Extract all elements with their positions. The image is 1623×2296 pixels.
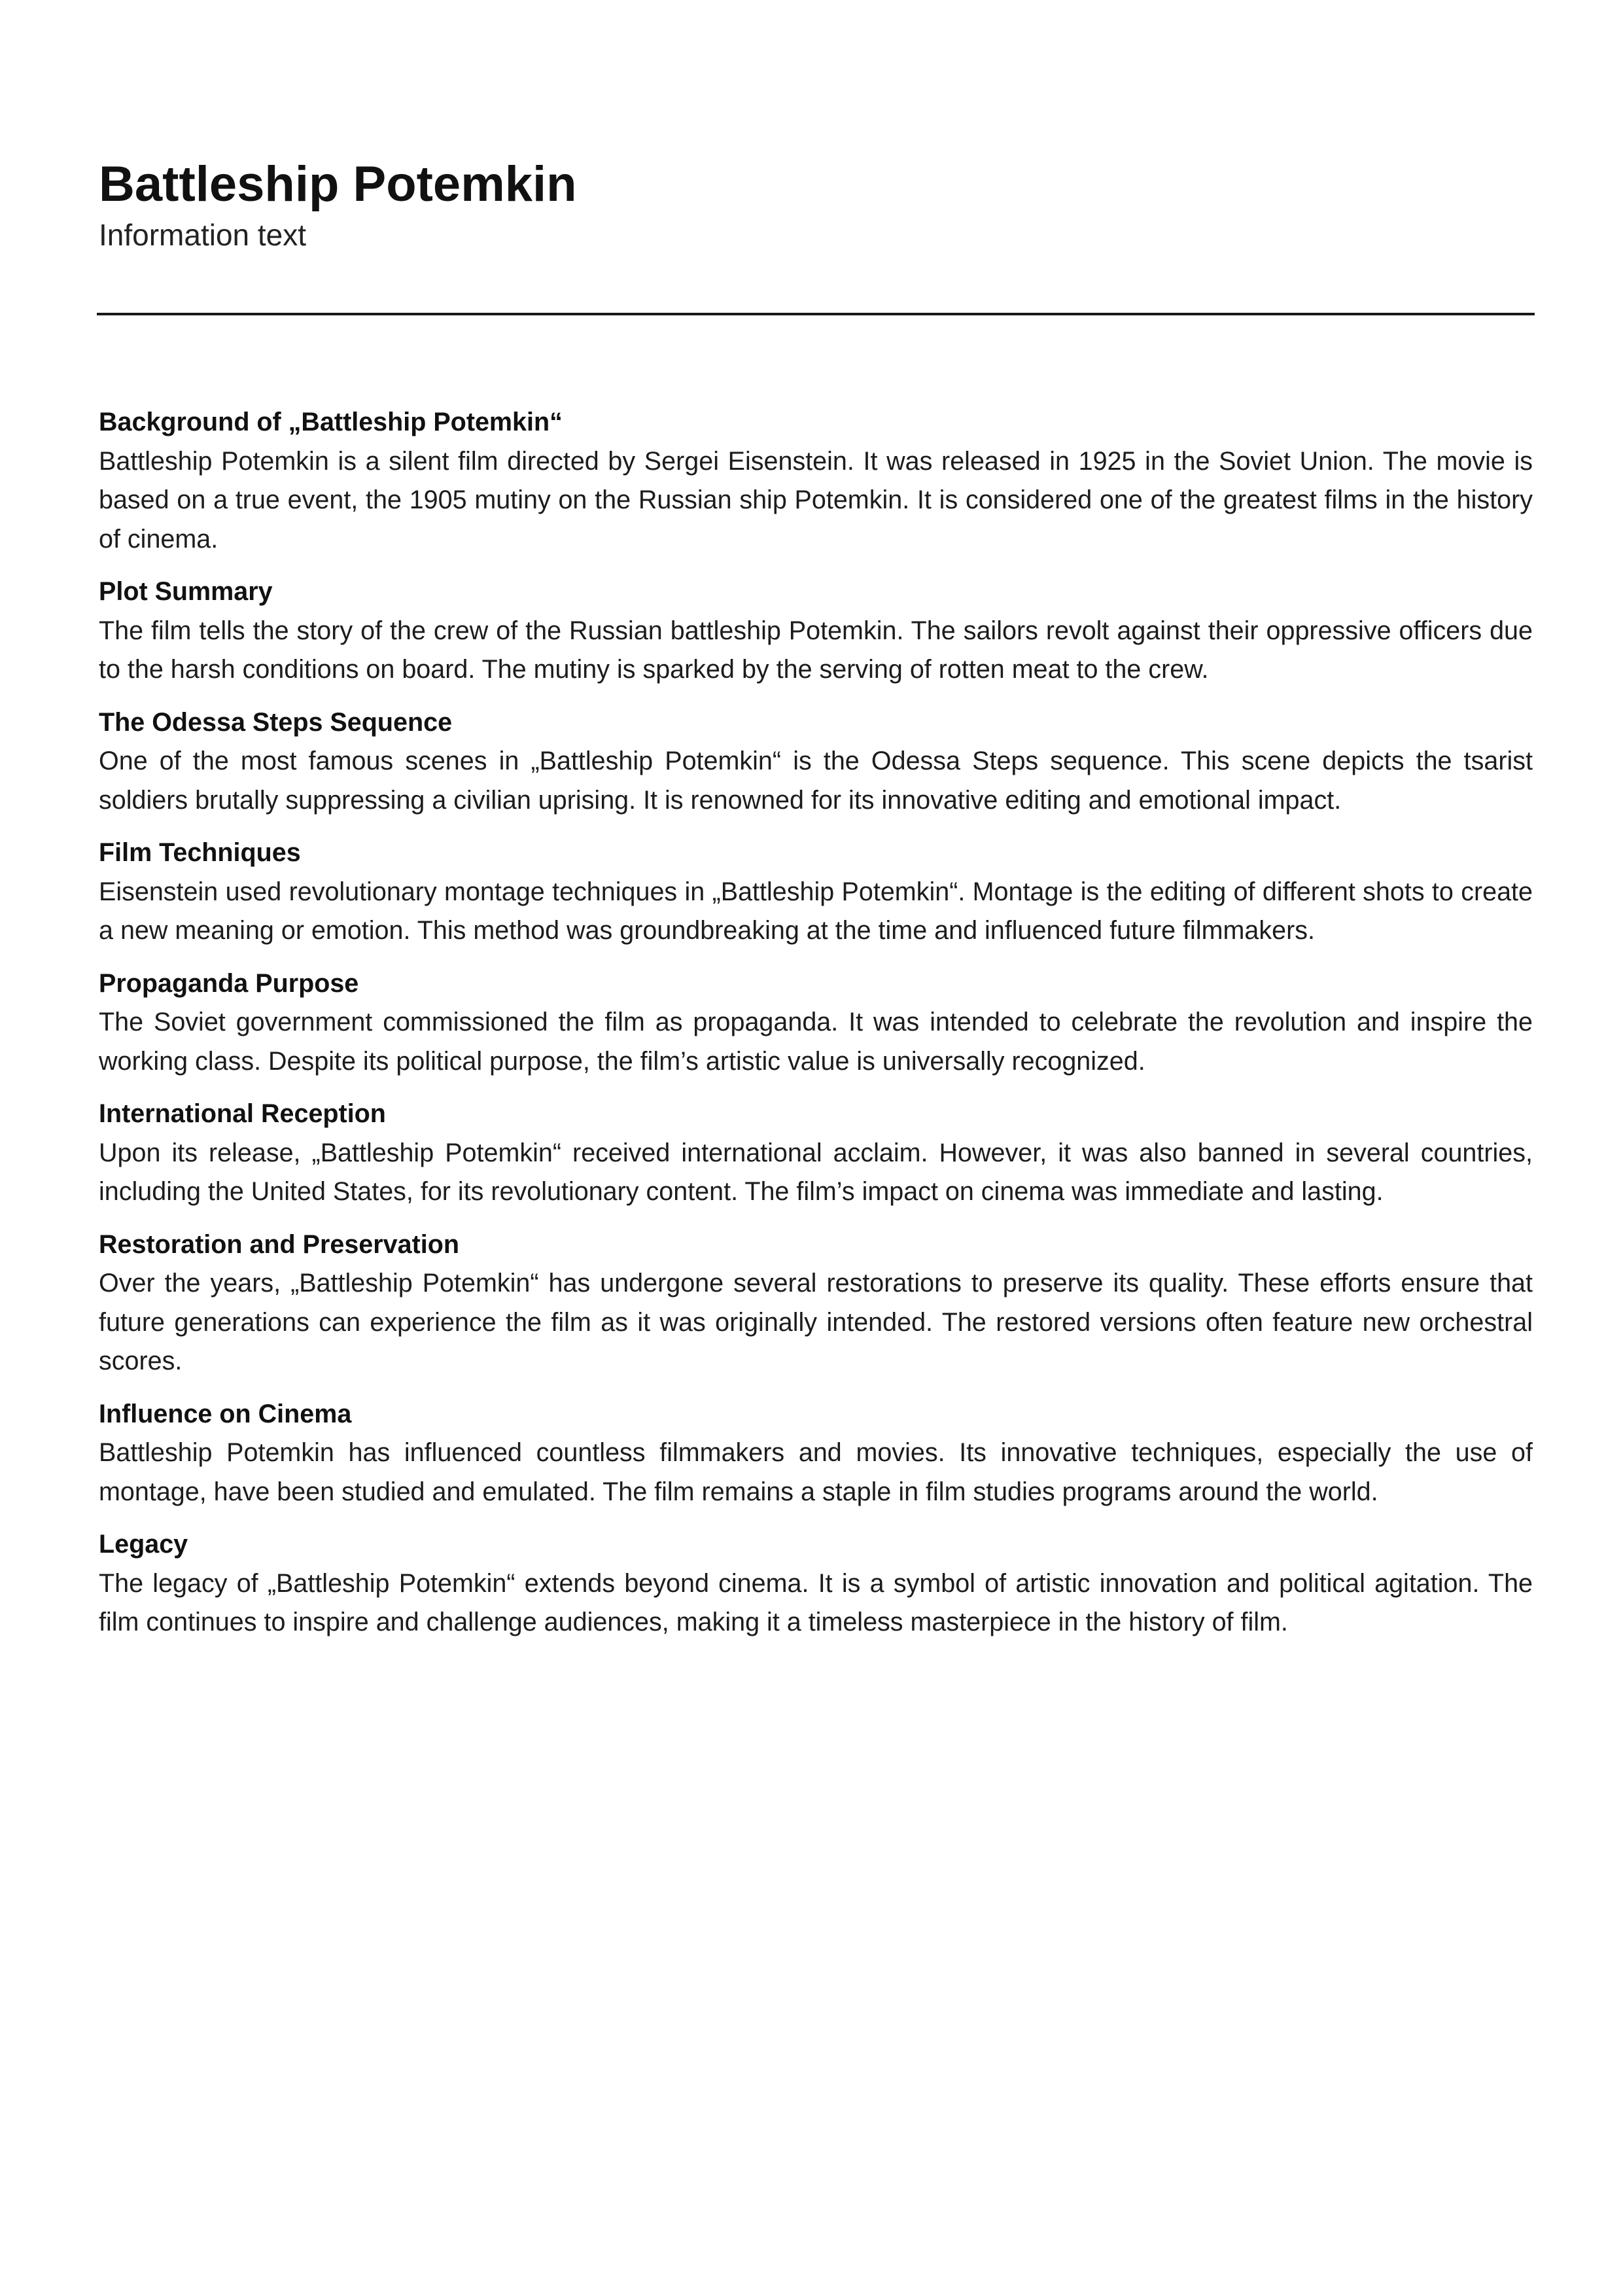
section-film-techniques xyxy=(99,834,1533,951)
section-paragraph: The legacy of „Battleship Potemkin“ extends beyond cinema. It is a symbol of artistic innovation and political agitation. The film continues to inspire and challenge audiences, making it a timeless masterpiece in the history of film. xyxy=(99,1568,1533,1636)
document-subtitle: Information text xyxy=(99,218,307,252)
header-divider xyxy=(97,313,1535,315)
section-odessa-steps xyxy=(99,703,1533,821)
section-paragraph: The film tells the story of the crew of the Russian battleship Potemkin. The sailors revolt against their oppressive officers due to the harsh conditions on board. The mutiny is sparked by the serving of rotten meat to the crew. xyxy=(99,616,1533,684)
section-influence-on-cinema xyxy=(99,1395,1533,1512)
section-paragraph: Over the years, „Battleship Potemkin“ has undergone several restorations to preserve its quality. These efforts ensure that future generations can experience the film as it was originally intended. The restored versions often feature new orchestral scores. xyxy=(99,1269,1533,1375)
section-restoration xyxy=(99,1226,1533,1381)
document-body xyxy=(99,403,1533,1656)
section-international-reception xyxy=(99,1095,1533,1212)
document-title: Battleship Potemkin xyxy=(99,156,577,212)
section-paragraph: Battleship Potemkin is a silent film directed by Sergei Eisenstein. It was released in 1925 in the Soviet Union. The movie is based on a true event, the 1905 mutiny on the Russian ship Potemkin. It is considered one of the greatest films in the history of cinema. xyxy=(99,446,1533,554)
section-plot-summary xyxy=(99,573,1533,690)
section-background xyxy=(99,403,1533,559)
section-heading: International Reception xyxy=(99,1099,386,1128)
section-heading: Restoration and Preservation xyxy=(99,1229,459,1259)
section-paragraph: Upon its release, „Battleship Potemkin“ received international acclaim. However, it was also banned in several countries, including the United States, for its revolutionary content. The film’s impact on cinema was immediate and lasting. xyxy=(99,1138,1533,1206)
section-propaganda-purpose xyxy=(99,964,1533,1082)
section-heading: Propaganda Purpose xyxy=(99,968,359,998)
section-paragraph: One of the most famous scenes in „Battleship Potemkin“ is the Odessa Steps sequence. This scene depicts the tsarist soldiers brutally suppressing a civilian uprising. It is renowned for its innovative editing and emotional impact. xyxy=(99,747,1533,815)
section-heading: Influence on Cinema xyxy=(99,1399,352,1428)
section-legacy xyxy=(99,1525,1533,1642)
section-heading: Plot Summary xyxy=(99,577,273,606)
section-heading: Background of „Battleship Potemkin“ xyxy=(99,408,563,436)
section-paragraph: Eisenstein used revolutionary montage techniques in „Battleship Potemkin“. Montage is the editing of different shots to create a new meaning or emotion. This method was groundbreaking at the time and influenced future filmmakers. xyxy=(99,877,1533,945)
section-heading: Legacy xyxy=(99,1530,188,1559)
section-heading: The Odessa Steps Sequence xyxy=(99,707,453,737)
section-heading: Film Techniques xyxy=(99,838,301,867)
section-paragraph: The Soviet government commissioned the film as propaganda. It was intended to celebrate the revolution and inspire the working class. Despite its political purpose, the film’s artistic value is universally recognized. xyxy=(99,1008,1533,1076)
section-paragraph: Battleship Potemkin has influenced countless filmmakers and movies. Its innovative techniques, especially the use of montage, have been studied and emulated. The film remains a staple in film studies programs around the world. xyxy=(99,1438,1533,1506)
